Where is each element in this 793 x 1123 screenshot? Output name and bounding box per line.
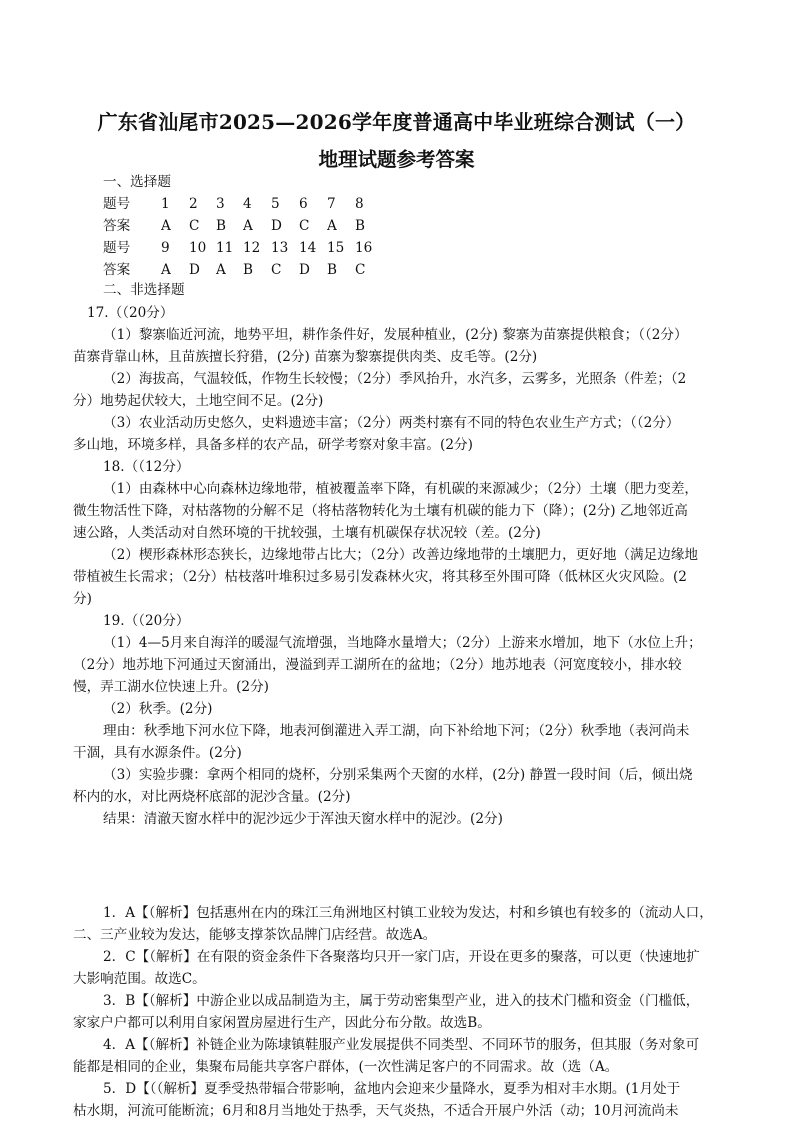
answer-table-cell: B [243, 262, 253, 278]
answer-table-cell: C [355, 262, 366, 278]
answer-text-line: 结果：清澈天窗水样中的泥沙远少于浑浊天窗水样中的泥沙。(2分) [103, 811, 503, 827]
answer-table-row-header: 答案 [103, 262, 131, 278]
answer-table-cell: C [189, 218, 200, 234]
answer-table-cell: D [271, 218, 282, 234]
answer-table-cell: B [355, 218, 365, 234]
answer-text-line: （3）实验步骤：拿两个相同的烧杯，分别采集两个天窗的水样，(2分) 静置一段时间（后，倾出烧 [103, 767, 693, 783]
answer-table-cell: 7 [327, 196, 336, 212]
answer-text-line: 苗寨背靠山林，且苗族擅长狩猎，(2分) 苗寨为黎寨提供肉类、皮毛等。(2分) [73, 349, 538, 365]
answer-text-line: 速公路，人类活动对自然环境的干扰较强，土壤有机碳保存状况较（差。(2分) [73, 525, 541, 541]
answer-text-line: （1）4—5月来自海洋的暖湿气流增强，当地降水量增大；（2分）上游来水增加，地下（水位上升； [103, 635, 702, 651]
answer-text-line: （2）楔形森林形态狭长，边缘地带占比大；（2分）改善边缘地带的土壤肥力，更好地（满足边缘地 [103, 547, 699, 563]
answer-table-cell: 14 [299, 240, 317, 256]
answer-table-cell: A [161, 218, 171, 234]
answer-text-line: （3）农业活动历史悠久，史料遗迹丰富；（2分）两类村寨有不同的特色农业生产方式；（（2分） [103, 415, 680, 431]
answer-text-line: 慢，弄工湖水位快速上升。(2分) [73, 679, 269, 695]
explanation-text-line: 二、三产业较为发达，能够支撑茶饮品牌门店经营。故选A。 [73, 927, 437, 943]
answer-table-cell: 1 [161, 196, 170, 212]
explanation-text-line: 能都是相同的企业，集聚布局能共享客户群体，(一次性满足客户的不同需求。故（选（A。 [73, 1059, 619, 1075]
answer-table-cell: 11 [216, 240, 234, 256]
answer-table-cell: C [299, 218, 310, 234]
answer-text-line: 分）地势起伏较大，土地空间不足。(2分) [73, 393, 324, 409]
answer-text-line: 分) [73, 591, 92, 607]
answer-table-cell: B [216, 218, 226, 234]
explanation-text-line: 枯水期，河流可能断流；6月和8月当地处于热季，天气炎热，不适合开展户外活（动；10月河流尚未 [73, 1103, 679, 1119]
answer-text-line: （1）黎寨临近河流，地势平坦，耕作条件好，发展种植业，(2分) 黎寨为苗寨提供粮食；（（2分） [103, 327, 688, 343]
answer-text-line: 微生物活性下降，对枯落物的分解不足（将枯落物转化为土壤有机碳的能力下（降）；(2分) 乙地邻近高 [73, 503, 688, 519]
answer-table-cell: 9 [161, 240, 170, 256]
answer-table-cell: 2 [189, 196, 198, 212]
explanation-text-line: 大影响范围。故选C。 [73, 971, 206, 987]
answer-table-row-header: 题号 [103, 240, 131, 256]
answer-table-cell: D [299, 262, 310, 278]
answer-table-cell: 6 [299, 196, 308, 212]
answer-text-line: 多山地，环境多样，具备多样的农产品，研学考察对象丰富。(2分) [73, 437, 473, 453]
answer-table-cell: B [327, 262, 337, 278]
answer-table-cell: 3 [216, 196, 225, 212]
answer-text-line: （1）由森林中心向森林边缘地带，植被覆盖率下降，有机碳的来源减少；（2分）土壤（肥力变差， [103, 481, 699, 497]
answer-table-cell: D [189, 262, 200, 278]
answer-text-line: 理由：秋季地下河水位下降，地表河倒灌进入弄工湖，向下补给地下河；（2分）秋季地（表河尚未 [103, 723, 690, 739]
answer-table-cell: A [161, 262, 171, 278]
answer-table-cell: 4 [243, 196, 252, 212]
answer-table-row-header: 答案 [103, 218, 131, 234]
answer-text-line: 干涸，具有水源条件。(2分) [73, 745, 242, 761]
answer-table-cell: C [271, 262, 282, 278]
answer-text-line: 18.（（12分） [103, 459, 190, 475]
answer-text-line: （2）秋季。(2分) [103, 701, 213, 717]
answer-table-cell: 12 [243, 240, 261, 256]
explanation-text-line: 3．B【（解析】中游企业以成品制造为主，属于劳动密集型产业，进入的技术门槛和资金（门槛低， [103, 993, 700, 1009]
answer-table-cell: 8 [355, 196, 364, 212]
section-heading-nonchoice: 二、非选择题 [103, 282, 185, 298]
explanation-text-line: 2．C【（解析】在有限的资金条件下各聚落均只开一家门店，开设在更多的聚落，可以更（快速地扩 [103, 949, 700, 965]
answer-text-line: （2分）地苏地下河通过天窗涌出，漫溢到弄工湖所在的盆地；（2分）地苏地表（河宽度较小，排水较 [73, 657, 682, 673]
section-heading-choice: 一、选择题 [103, 174, 171, 190]
answer-table-cell: A [216, 262, 226, 278]
explanation-text-line: 1．A【（解析】包括惠州在内的珠江三角洲地区村镇工业较为发达，村和乡镇也有较多的（流动人口， [103, 905, 713, 921]
explanation-text-line: 5．D【（（解析】夏季受热带辐合带影响，盆地内会迎来少量降水，夏季为相对丰水期。(1月处于 [103, 1081, 681, 1097]
explanation-text-line: 家家户户都可以利用自家闲置房屋进行生产，因此分布分散。故选B。 [73, 1015, 491, 1031]
page-subtitle: 地理试题参考答案 [318, 148, 475, 171]
answer-table-cell: A [243, 218, 253, 234]
answer-text-line: （2）海拔高，气温较低，作物生长较慢；（2分）季风抬升，水汽多，云雾多，光照条（件差；（2 [103, 371, 687, 387]
explanation-text-line: 4．A【（解析】补链企业为陈埭镇鞋服产业发展提供不同类型、不同环节的服务，但其服（务对象可 [103, 1037, 700, 1053]
answer-table-cell: 5 [271, 196, 280, 212]
answer-table-cell: A [327, 218, 337, 234]
answer-text-line: 杯内的水，对比两烧杯底部的泥沙含量。(2分) [73, 789, 351, 805]
answer-table-cell: 13 [271, 240, 289, 256]
answer-text-line: 19.（（20分） [103, 613, 190, 629]
answer-text-line: 带植被生长需求；（2分）枯枝落叶堆积过多易引发森林火灾，将其移至外围可降（低林区火灾风险。(2 [73, 569, 687, 585]
answer-table-row-header: 题号 [103, 196, 131, 212]
answer-table-cell: 15 [327, 240, 345, 256]
answer-text-line: 17.（（20分） [87, 305, 174, 321]
answer-table-cell: 10 [189, 240, 207, 256]
answer-table-cell: 16 [355, 240, 373, 256]
page-title: 广东省汕尾市2025—2026学年度普通高中毕业班综合测试（一） [97, 110, 696, 134]
